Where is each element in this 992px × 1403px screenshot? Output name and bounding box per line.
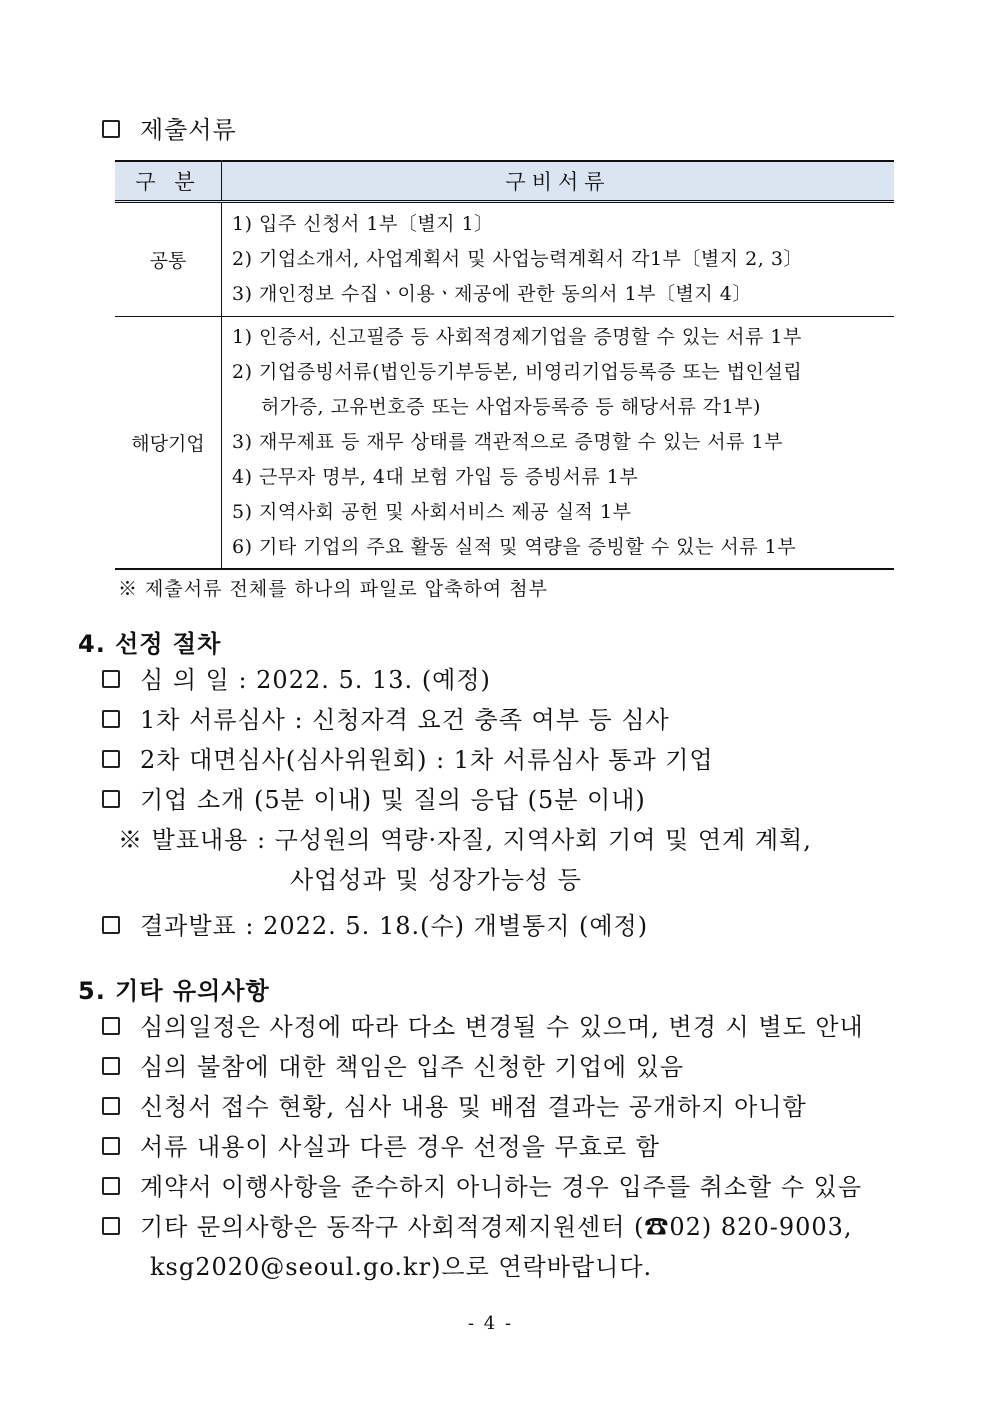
list-item: 1) 인증서, 신고필증 등 사회적경제기업을 증명할 수 있는 서류 1부 bbox=[232, 326, 802, 348]
section4-item-text: 심 의 일 : 2022. 5. 13. (예정) bbox=[140, 666, 491, 694]
checkbox-square-icon bbox=[102, 1217, 120, 1235]
table-row bbox=[115, 202, 894, 317]
list-item: 6) 기타 기업의 주요 활동 실적 및 역량을 증빙할 수 있는 서류 1부 bbox=[232, 536, 797, 558]
checkbox-square-icon bbox=[102, 1097, 120, 1115]
list-item: 5) 지역사회 공헌 및 사회서비스 제공 실적 1부 bbox=[232, 501, 632, 523]
section5-item-text: 신청서 접수 현황, 심사 내용 및 배점 결과는 공개하지 아니함 bbox=[140, 1093, 807, 1121]
list-item: 3) 재무제표 등 재무 상태를 객관적으로 증명할 수 있는 서류 1부 bbox=[232, 431, 783, 453]
section4-note-line2: 사업성과 및 성장가능성 등 bbox=[290, 866, 582, 894]
list-item-continuation: 허가증, 고유번호증 또는 사업자등록증 등 해당서류 각1부) bbox=[261, 396, 761, 418]
section4-note-line1: ※ 발표내용 : 구성원의 역량·자질, 지역사회 기여 및 연계 계획, bbox=[118, 826, 812, 854]
section4-item-text: 기업 소개 (5분 이내) 및 질의 응답 (5분 이내) bbox=[140, 786, 646, 814]
docs-section-title-text: 제출서류 bbox=[140, 116, 237, 144]
checkbox-square-icon bbox=[102, 1137, 120, 1155]
section4-item-text: 2차 대면심사(심사위원회) : 1차 서류심사 통과 기업 bbox=[140, 746, 714, 774]
table-row bbox=[115, 317, 894, 570]
checkbox-square-icon bbox=[102, 1057, 120, 1075]
checkbox-square-icon bbox=[102, 670, 120, 688]
section5-item-text: 기타 문의사항은 동작구 사회적경제지원센터 (☎02) 820-9003, bbox=[140, 1213, 853, 1241]
list-item: 3) 개인정보 수집ㆍ이용ㆍ제공에 관한 동의서 1부〔별지 4〕 bbox=[232, 283, 752, 305]
checkbox-square-icon bbox=[102, 916, 120, 934]
list-item: 2) 기업증빙서류(법인등기부등본, 비영리기업등록증 또는 법인설립 bbox=[232, 361, 803, 383]
table-cell-category: 해당기업 bbox=[115, 317, 222, 570]
checkbox-square-icon bbox=[102, 710, 120, 728]
table-header-category: 구 분 bbox=[115, 161, 222, 202]
section4-heading: 4. 선정 절차 bbox=[78, 630, 222, 658]
page-number: - 4 - bbox=[468, 1313, 514, 1334]
docs-note: ※ 제출서류 전체를 하나의 파일로 압축하여 첨부 bbox=[118, 578, 548, 600]
checkbox-square-icon bbox=[102, 1177, 120, 1195]
checkbox-square-icon bbox=[102, 120, 120, 138]
list-item: 1) 입주 신청서 1부〔별지 1〕 bbox=[232, 213, 494, 235]
checkbox-square-icon bbox=[102, 750, 120, 768]
section5-item-text: 심의 불참에 대한 책임은 입주 신청한 기업에 있음 bbox=[140, 1053, 685, 1081]
section5-item-text: 심의일정은 사정에 따라 다소 변경될 수 있으며, 변경 시 별도 안내 bbox=[140, 1013, 864, 1041]
section4-item-text: 1차 서류심사 : 신청자격 요건 충족 여부 등 심사 bbox=[140, 706, 670, 734]
section5-contact-continuation: ksg2020@seoul.go.kr)으로 연락바랍니다. bbox=[150, 1253, 653, 1281]
section5-item-text: 서류 내용이 사실과 다른 경우 선정을 무효로 함 bbox=[140, 1133, 660, 1161]
list-item: 2) 기업소개서, 사업계획서 및 사업능력계획서 각1부〔별지 2, 3〕 bbox=[232, 248, 803, 270]
table-cell-category: 공통 bbox=[115, 202, 222, 317]
table-cell-documents bbox=[222, 202, 895, 317]
checkbox-square-icon bbox=[102, 790, 120, 808]
table-header-row bbox=[115, 161, 894, 202]
table-cell-documents bbox=[222, 317, 895, 570]
section4-result-text: 결과발표 : 2022. 5. 18.(수) 개별통지 (예정) bbox=[140, 912, 649, 940]
list-item: 4) 근무자 명부, 4대 보험 가입 등 증빙서류 1부 bbox=[232, 466, 639, 488]
section5-item-text: 계약서 이행사항을 준수하지 아니하는 경우 입주를 취소할 수 있음 bbox=[140, 1173, 862, 1201]
required-documents-table bbox=[115, 160, 894, 570]
section5-heading: 5. 기타 유의사항 bbox=[78, 977, 270, 1005]
checkbox-square-icon bbox=[102, 1017, 120, 1035]
table-header-documents: 구비서류 bbox=[222, 161, 895, 202]
